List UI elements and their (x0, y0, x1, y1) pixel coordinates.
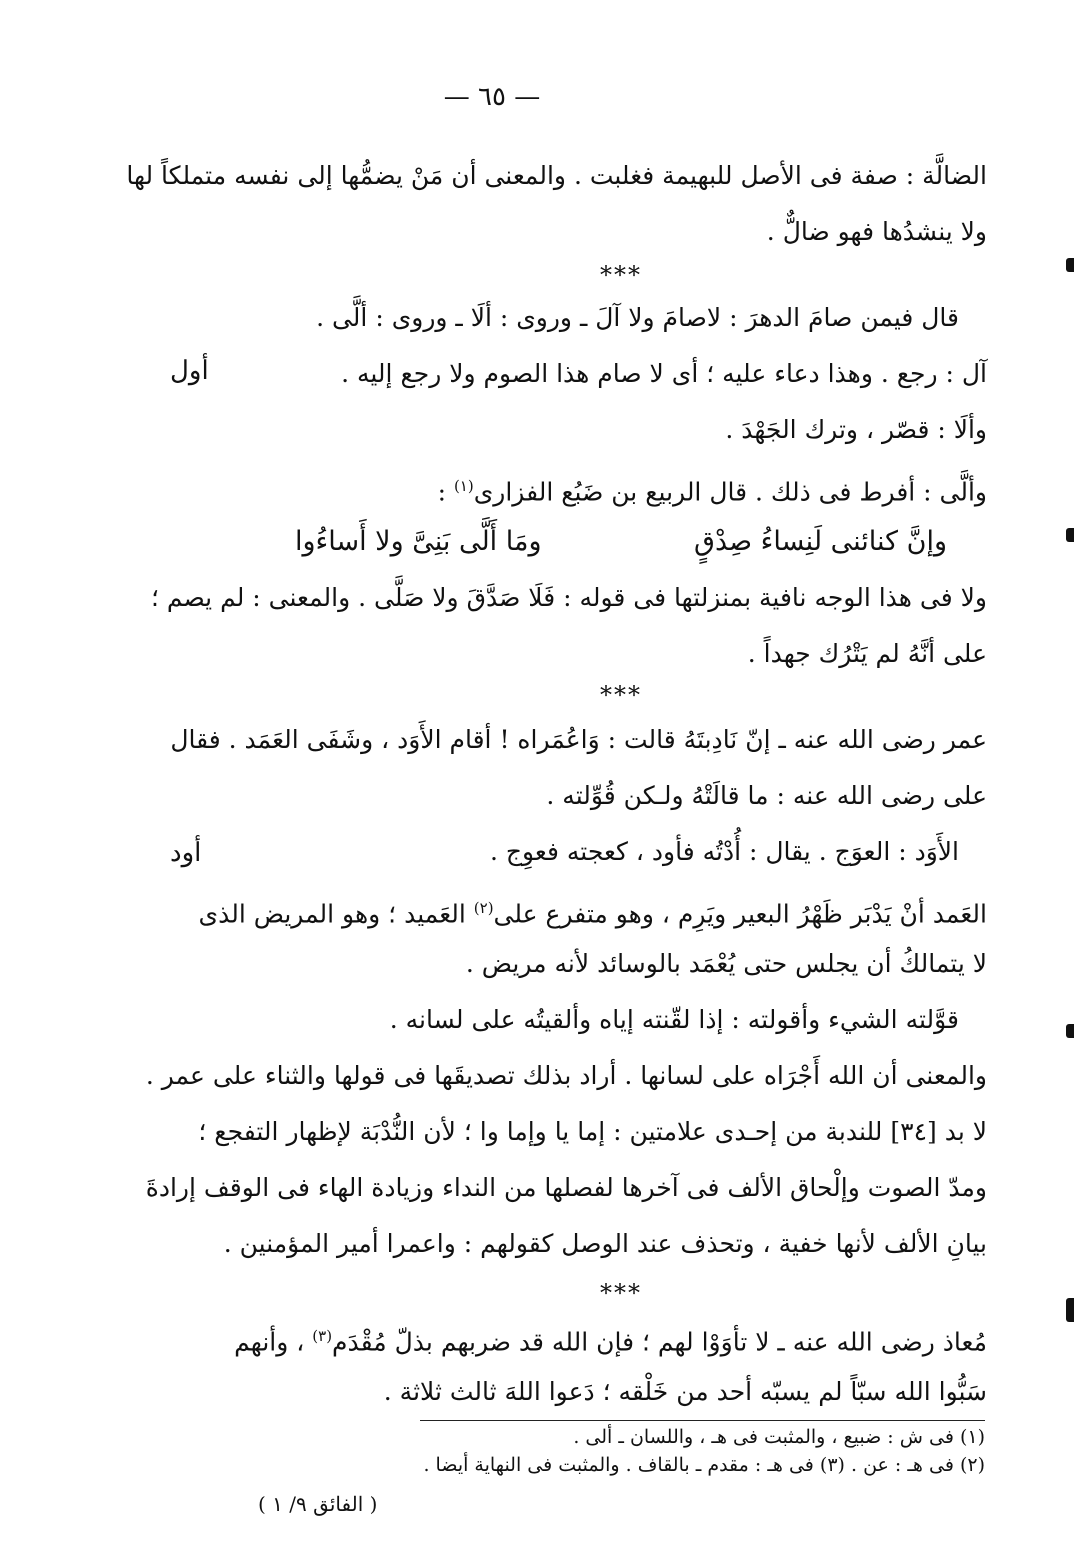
text-line: بيانِ الألف لأنها خفية ، وتحذف عند الوصل كقولهم : واعمرا أمير المؤمنين . (223, 1229, 987, 1258)
text-line: عمر رضى الله عنه ـ إنّ نَادِبتَهُ قالت : وَاعُمَراه ! أقام الأَوَد ، وشَفَى العَمَد . فقال (170, 725, 987, 754)
text-line: والمعنى أن الله أَجْرَاه على لسانها . أراد بذلك تصديقَها فى قولها والثناء على عمر . (145, 1061, 987, 1090)
section-muadh (234, 1308, 987, 1420)
section-dalla (126, 148, 987, 260)
text-line: على رضى الله عنه : ما قالَتْهُ ولـكن قُوِّلته . (546, 781, 987, 810)
text-line: قال فيمن صامَ الدهرَ : لاصامَ ولا آلَ ـ وروى : ألَا ـ وروى : ألَّى . (316, 303, 959, 332)
edge-mark (1066, 1298, 1074, 1322)
footnote-ref-3: (٣) (312, 1327, 333, 1345)
footnote-ref-2: (٢) (473, 899, 494, 917)
text-line: الأَوَد : العوَج . يقال : أُدْتُه فأود ، كعجته فعوِج . (489, 837, 959, 866)
footnote: (٢) فى هـ : عن . (٣) فى هـ : مقدم ـ بالقاف . والمثبت فى النهاية أيضا . (423, 1454, 985, 1476)
text-line: الضالَّة : صفة فى الأصل للبهيمة فغلبت . والمعنى أن مَنْ يضمُّها إلى نفسه متملكاً لها (126, 161, 987, 190)
text-segment: ، وأنهم (234, 1327, 313, 1357)
text-segment: : (437, 477, 454, 507)
text-line (234, 1308, 987, 1364)
text-line: ولا فى هذا الوجه نافية بمنزلتها فى قوله : فَلَا صَدَّقَ ولا صَلَّى . والمعنى : لم يصم ؛ (150, 583, 987, 612)
verse-hemistich-second: ومَا أَلَّى بَنِىَّ ولا أَساءُوا (295, 526, 542, 557)
text-line: آل : رجع . وهذا دعاء عليه ؛ أى لا صام هذا الصوم ولا رجع إليه . (341, 359, 987, 388)
margin-headword-awd: أود (170, 838, 202, 868)
text-line: وألَا : قصّر ، وترك الجَهْدَ . (725, 415, 987, 444)
poem-verse (255, 514, 987, 570)
edge-mark (1066, 528, 1074, 542)
text-segment: العَميد ؛ وهو المريض الذى (198, 899, 474, 929)
text-line: سَبُّوا الله سبّاً لم يسبّه أحد من خَلْقه ؛ دَعوا اللهَ ثالث ثلاثة . (383, 1377, 987, 1406)
section-separator: *** (600, 1279, 642, 1307)
page-number: — ٦٥ — (443, 82, 541, 112)
text-line (198, 880, 987, 936)
text-line (255, 458, 987, 514)
footnote: (١) فى ش : ضبيع ، والمثبت فى هـ ، واللسان ـ ألى . (573, 1426, 985, 1448)
footnotes (420, 1420, 985, 1479)
text-line: قوَّلته الشيء وأقولته : إذا لقّنته إياه وألقيتُه على لسانه . (389, 1005, 959, 1034)
text-line: ولا ينشدُها فهو ضالٌّ . (766, 217, 987, 246)
margin-headword-awl: أول (170, 356, 209, 386)
text-line: على أنَّهُ لم يَتْرُك جهداً . (747, 639, 987, 668)
section-umar (145, 712, 987, 1272)
text-line: لا بد [٣٤] للندبة من إحـدى علامتين : إما يا وإما وا ؛ لأن النُّدْبَة لإظهار التفجع ؛ (198, 1117, 987, 1146)
edge-mark (1066, 1024, 1074, 1038)
text-segment: مُعاذ رضى الله عنه ـ لا تأوَوْا لهم ؛ فإن الله قد ضربهم بذلّ مُقْدَم (332, 1327, 987, 1357)
footnote-ref-1: (١) (453, 477, 474, 495)
signature-mark: ( الفائق ٩/ ١ ) (258, 1492, 378, 1516)
verse-hemistich-first: وإنَّ كنائنى لَنِساءُ صِدْقٍ (694, 526, 947, 557)
text-segment: العَمد أنْ يَدْبَر ظَهْرُ البعير ويَرِم ، وهو متفرع على (493, 899, 987, 929)
edge-mark (1066, 258, 1074, 272)
text-line: لا يتمالكُ أن يجلس حتى يُعْمَد بالوسائد لأنه مريض . (465, 949, 987, 978)
text-line: ومدّ الصوت وإلْحاق الألف فى آخرها لفصلها من النداء وزيادة الهاء فى الوقف إرادةَ (145, 1173, 987, 1202)
section-separator: *** (600, 261, 642, 289)
text-segment: وألَّى : أفرط فى ذلك . قال الربيع بن ضَبُع الفزارى (473, 477, 987, 507)
section-separator: *** (600, 681, 642, 709)
